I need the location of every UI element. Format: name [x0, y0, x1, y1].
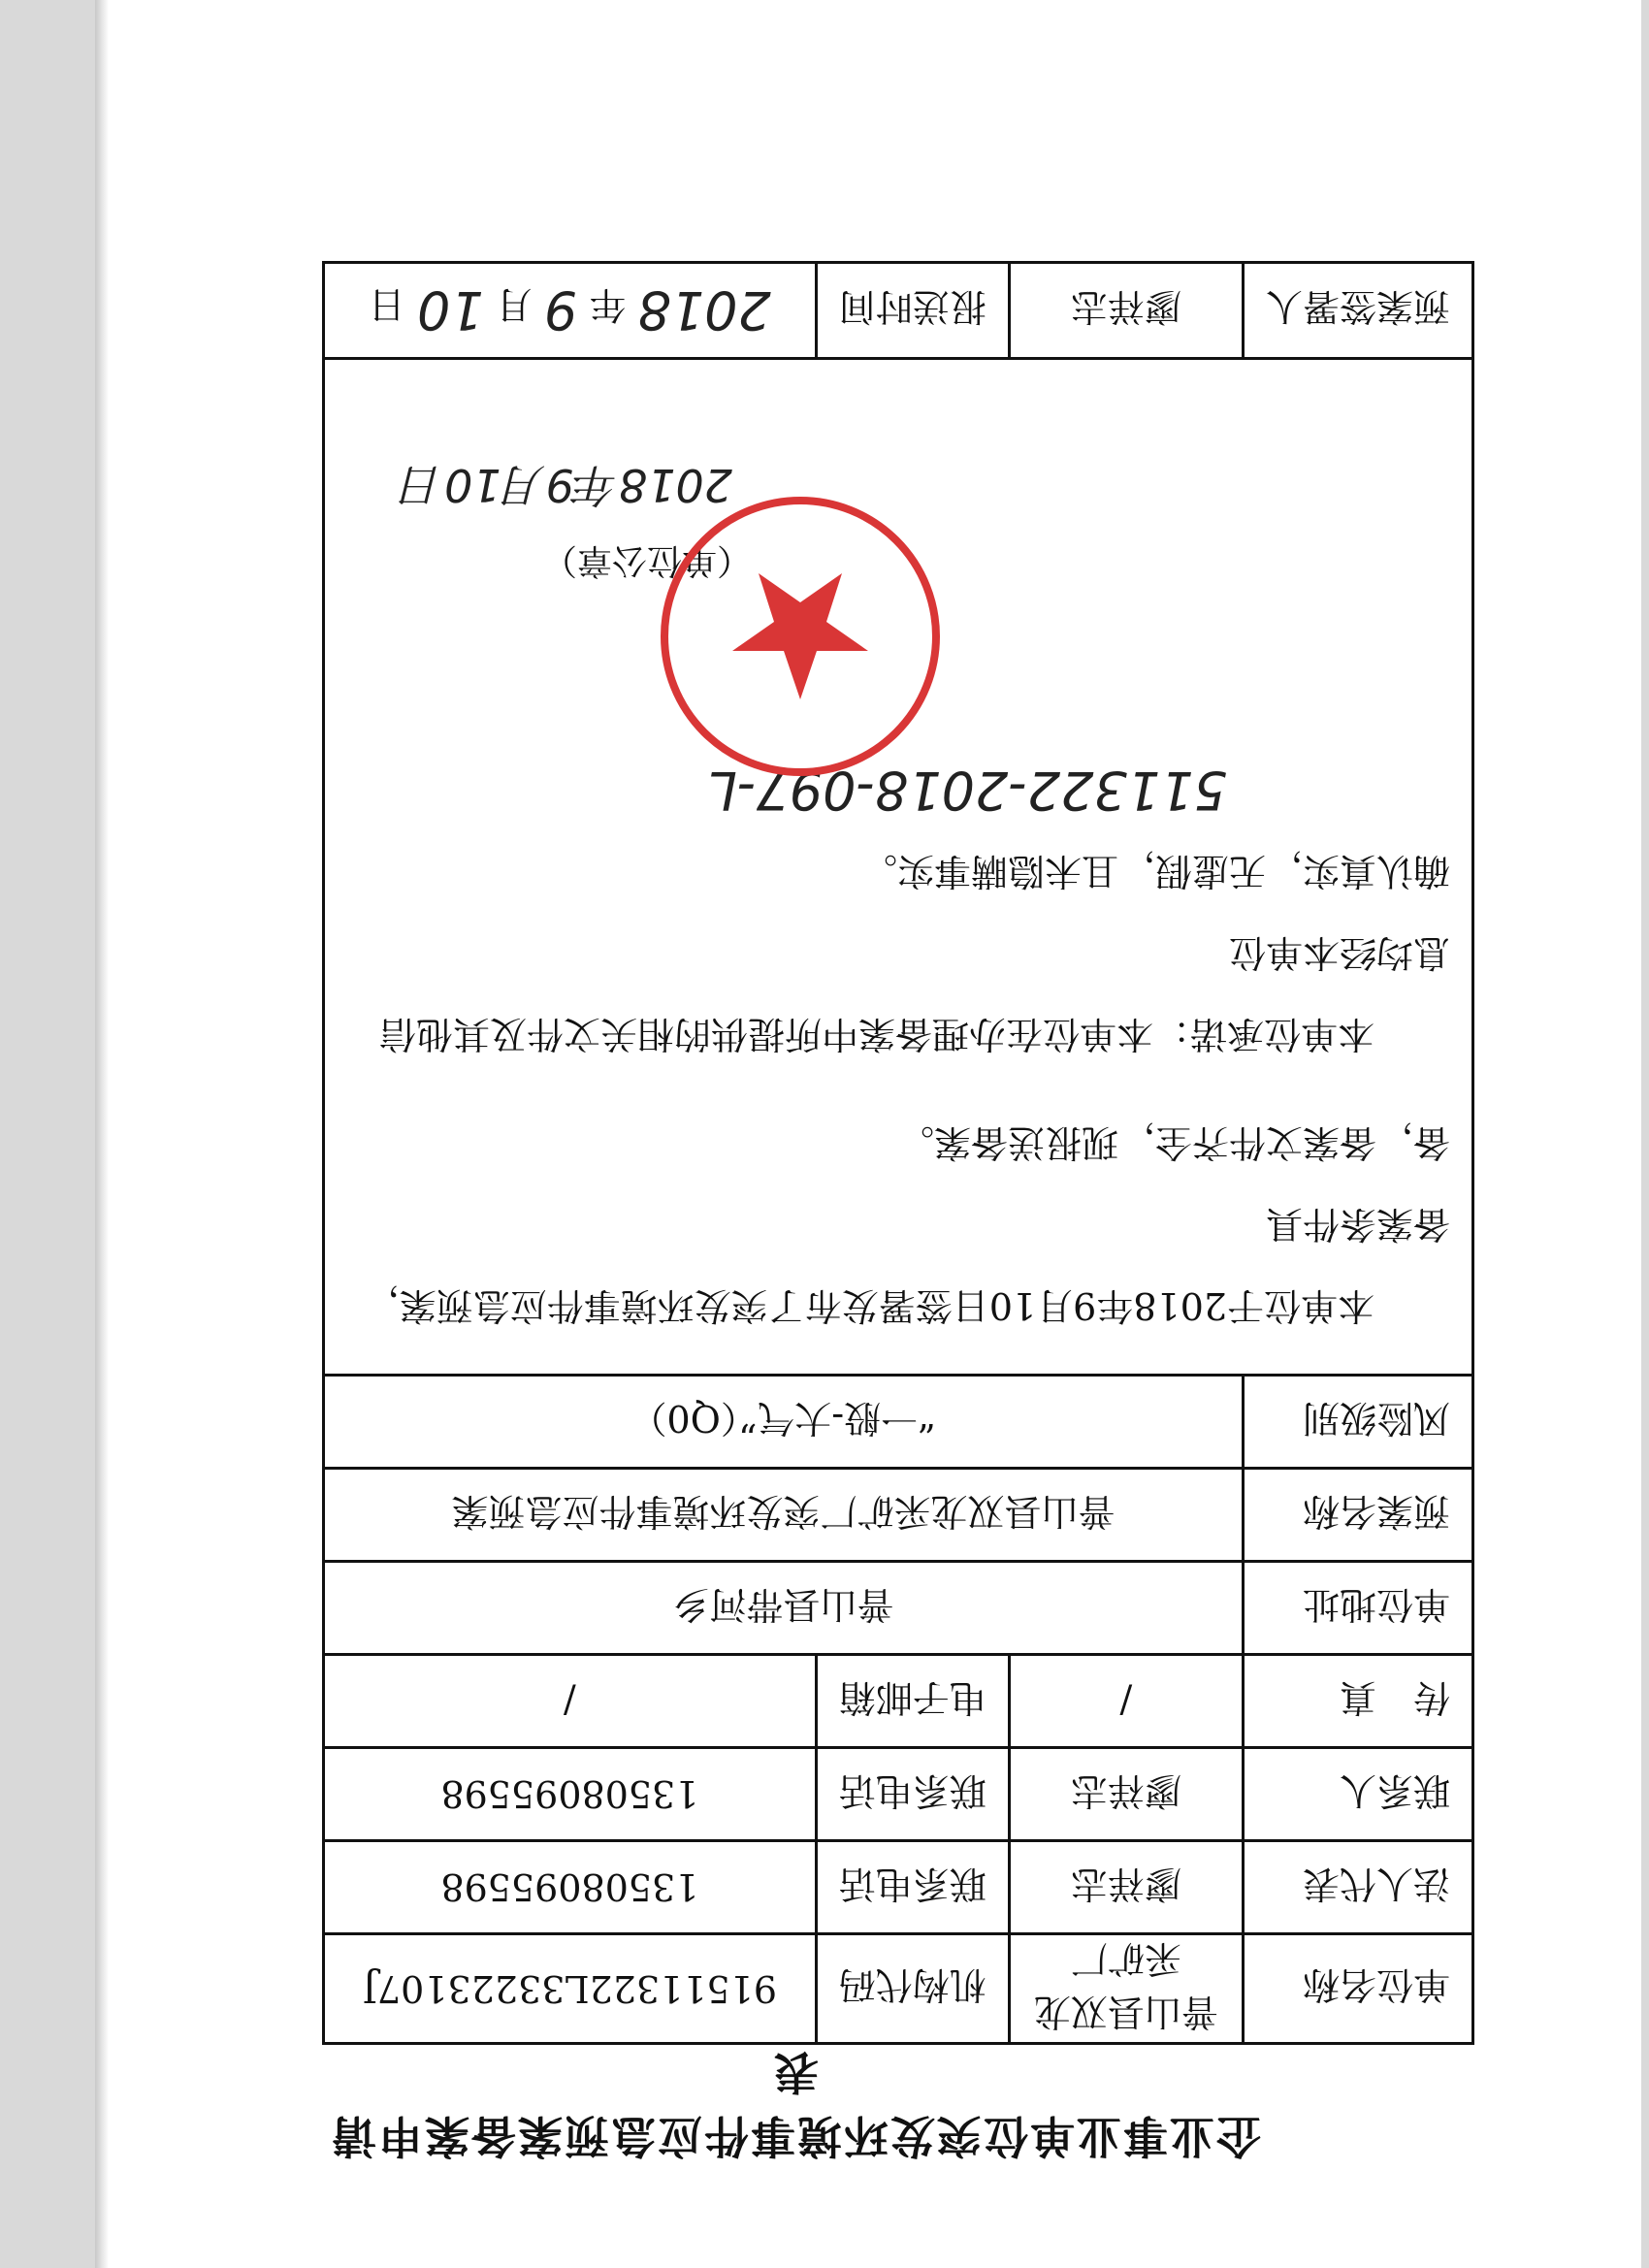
legal-phone-value: 13508095598	[324, 1841, 817, 1934]
submit-year: 2018	[637, 279, 771, 341]
contact-label: 联系人	[1243, 1748, 1472, 1841]
submit-date	[324, 263, 817, 359]
risk-level-value: “一般-大气”（Q0）	[324, 1376, 1244, 1469]
row-plan-name	[324, 1469, 1473, 1562]
row-legal-rep	[324, 1841, 1473, 1934]
day-char: 日	[368, 283, 405, 327]
statement-cell	[324, 359, 1473, 1376]
email-label: 电子邮箱	[816, 1655, 1009, 1748]
row-fax	[324, 1655, 1473, 1748]
row-statement	[324, 359, 1473, 1376]
form-title: 企业事业单位突发环境事件应急预案备案申请表	[330, 2046, 1261, 2162]
org-code-value: 91511322L33223107J	[324, 1934, 817, 2044]
seal-date: 2018年9月10日	[400, 459, 732, 511]
contact-value: 廖祥志	[1009, 1748, 1243, 1841]
statement-p1b: 备，备案文件齐全，现报送备案。	[896, 1121, 1450, 1164]
plan-name-label: 预案名称	[1243, 1469, 1472, 1562]
seal-area	[346, 442, 1450, 830]
email-value: /	[324, 1655, 817, 1748]
row-risk-level	[324, 1376, 1473, 1469]
address-label: 单位地址	[1243, 1562, 1472, 1655]
fax-value: /	[1009, 1655, 1243, 1748]
statement-p2: 本单位承诺：本单位在办理备案中所提供的相关文件及其他信息均经本单位	[378, 931, 1450, 1055]
statement-p1: 本单位于2018年9月10日签署发布了突发环境事件应急预案，备案条件具	[362, 1203, 1450, 1327]
risk-level-label: 风险级别	[1243, 1376, 1472, 1469]
row-unit-name	[324, 1934, 1473, 2044]
plan-name-value: 普山县双龙采矿厂突发环境事件应急预案	[324, 1469, 1244, 1562]
fax-label: 传 真	[1243, 1655, 1472, 1748]
legal-rep-label: 法人代表	[1243, 1841, 1472, 1934]
submit-month: 9	[543, 279, 578, 341]
signer-label: 预案签署人	[1243, 263, 1472, 359]
application-form	[322, 261, 1474, 2045]
org-code-label: 机构代码	[816, 1934, 1009, 2044]
submit-label: 报送时间	[816, 263, 1009, 359]
unit-name-value: 普山县双龙采矿厂	[1009, 1934, 1243, 2044]
seal-note: （单位公章）	[541, 540, 752, 580]
row-contact	[324, 1748, 1473, 1841]
contact-phone-value: 13508095598	[324, 1748, 817, 1841]
address-value: 普山县带河乡	[324, 1562, 1244, 1655]
legal-phone-label: 联系电话	[816, 1841, 1009, 1934]
submit-day: 10	[416, 279, 484, 341]
year-char: 年	[589, 283, 627, 327]
signer-value: 廖祥志	[1009, 263, 1243, 359]
row-footer	[324, 263, 1473, 359]
legal-rep-value: 廖祥志	[1009, 1841, 1243, 1934]
month-char: 月	[495, 283, 533, 327]
company-seal	[655, 491, 946, 782]
handwritten-code: 511322-2018-097-L	[707, 760, 1227, 821]
row-address	[324, 1562, 1473, 1655]
contact-phone-label: 联系电话	[816, 1748, 1009, 1841]
seal-star-icon	[732, 573, 868, 699]
unit-name-label: 单位名称	[1243, 1934, 1472, 2044]
statement-p2b: 确认真实，无虚假，且未隐瞒事实。	[859, 850, 1450, 892]
